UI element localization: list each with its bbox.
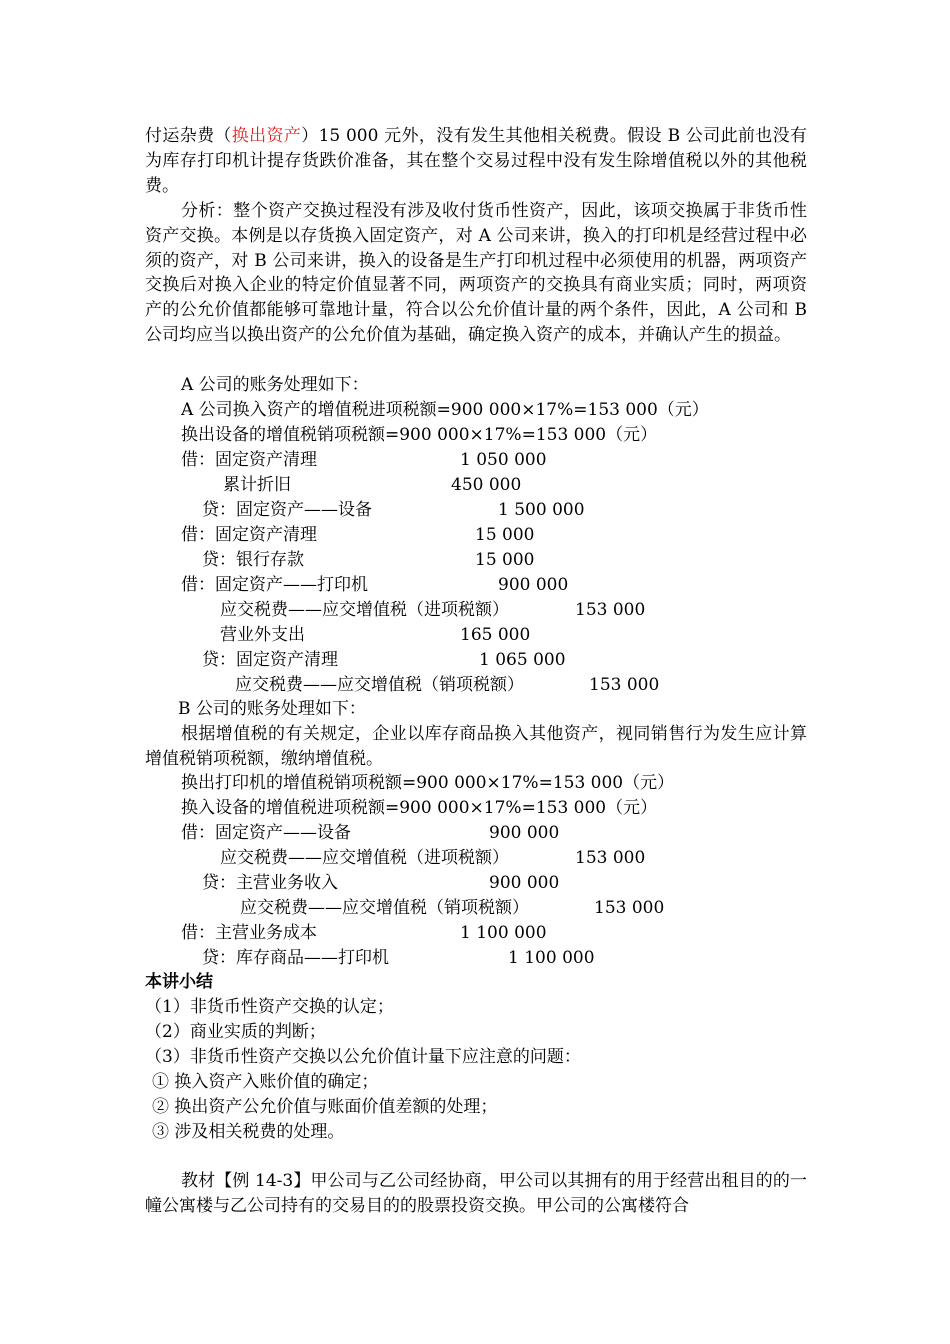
a-entry-text: 借：固定资产清理 bbox=[181, 450, 317, 470]
a-company-heading: A 公司的账务处理如下： bbox=[181, 375, 369, 395]
b-entry-amount: 900 000 bbox=[489, 873, 560, 893]
highlight-text: 换出资产 bbox=[231, 126, 302, 146]
a-entry-amount: 15 000 bbox=[475, 550, 535, 570]
a-entry-amount: 153 000 bbox=[575, 600, 646, 620]
a-entry-amount: 153 000 bbox=[589, 675, 660, 695]
a-calc-input-tax: A 公司换入资产的增值税进项税额=900 000×17%=153 000（元） bbox=[181, 400, 709, 420]
b-entry-amount: 1 100 000 bbox=[460, 923, 547, 943]
a-entry-amount: 900 000 bbox=[498, 575, 569, 595]
a-entry-text: 累计折旧 bbox=[223, 475, 291, 495]
b-entry-amount: 153 000 bbox=[594, 898, 665, 918]
b-calc-output-tax: 换出打印机的增值税销项税额=900 000×17%=153 000（元） bbox=[181, 773, 675, 793]
a-entry-amount: 450 000 bbox=[451, 475, 522, 495]
a-entry-text: 贷：固定资产清理 bbox=[202, 650, 338, 670]
a-calc-output-tax: 换出设备的增值税销项税额=900 000×17%=153 000（元） bbox=[181, 425, 658, 445]
intro-paragraph bbox=[145, 124, 807, 198]
example-paragraph bbox=[145, 1169, 807, 1219]
b-entry-text: 贷：库存商品——打印机 bbox=[202, 948, 389, 968]
summary-item: ③ 涉及相关税费的处理。 bbox=[152, 1122, 345, 1142]
b-entry-text: 借：固定资产——设备 bbox=[181, 823, 351, 843]
b-entry-text: 借：主营业务成本 bbox=[181, 923, 317, 943]
intro-prefix: 付运杂费（ bbox=[145, 126, 232, 146]
a-entry-amount: 165 000 bbox=[460, 625, 531, 645]
b-entry-amount: 900 000 bbox=[489, 823, 560, 843]
a-entry-amount: 1 050 000 bbox=[460, 450, 547, 470]
b-entry-text: 应交税费——应交增值税（进项税额） bbox=[220, 848, 509, 868]
a-entry-amount: 1 065 000 bbox=[479, 650, 566, 670]
b-rule-paragraph: 根据增值税的有关规定，企业以库存商品换入其他资产，视同销售行为发生应计算增值税销项税额，缴纳增值税。 bbox=[145, 724, 807, 769]
example-label: 【例 14-3】 bbox=[215, 1171, 311, 1191]
a-entry-amount: 15 000 bbox=[475, 525, 535, 545]
a-entry-text: 借：固定资产——打印机 bbox=[181, 575, 368, 595]
b-entry-text: 应交税费——应交增值税（销项税额） bbox=[240, 898, 529, 918]
b-entry-amount: 153 000 bbox=[575, 848, 646, 868]
b-entry-text: 贷：主营业务收入 bbox=[202, 873, 338, 893]
a-entry-text: 贷：固定资产——设备 bbox=[202, 500, 372, 520]
a-entry-text: 应交税费——应交增值税（进项税额） bbox=[220, 600, 509, 620]
a-entry-text: 借：固定资产清理 bbox=[181, 525, 317, 545]
summary-item: ② 换出资产公允价值与账面价值差额的处理； bbox=[152, 1097, 498, 1117]
summary-title: 本讲小结 bbox=[145, 972, 213, 992]
intro-suffix: ）15 000 元外，没有发生其他相关税费。假设 B 公司此前也没有为库存打印机计提存货跌价准备，其在整个交易过程中没有发生除增值税以外的其他税费。 bbox=[145, 126, 808, 196]
example-text: 甲公司与乙公司经协商，甲公司以其拥有的用于经营出租目的的一幢公寓楼与乙公司持有的交易目的的股票投资交换。甲公司的公寓楼符合 bbox=[145, 1171, 808, 1216]
summary-item: （3）非货币性资产交换以公允价值计量下应注意的问题： bbox=[145, 1047, 581, 1067]
summary-item: （2）商业实质的判断； bbox=[145, 1022, 326, 1042]
a-entry-text: 应交税费——应交增值税（销项税额） bbox=[235, 675, 524, 695]
a-entry-amount: 1 500 000 bbox=[498, 500, 585, 520]
b-company-heading: B 公司的账务处理如下： bbox=[178, 699, 366, 719]
summary-item: ① 换入资产入账价值的确定； bbox=[152, 1072, 379, 1092]
b-entry-amount: 1 100 000 bbox=[508, 948, 595, 968]
a-entry-text: 贷：银行存款 bbox=[202, 550, 304, 570]
example-prefix: 教材 bbox=[181, 1171, 216, 1191]
summary-item: （1）非货币性资产交换的认定； bbox=[145, 997, 394, 1017]
analysis-paragraph: 分析：整个资产交换过程没有涉及收付货币性资产，因此，该项交换属于非货币性资产交换。本例是以存货换入固定资产，对 A 公司来讲，换入的打印机是经营过程中必须的资产，对 B 公司来讲，换入的设备是生产打印机过程中必须使用的机器，两项资产交换后对换入企业的特定价值显著不同，两项资产的交换具有商业实质；同时，两项资产的公允价值都能够可靠地计量，符合以公允价值计量的两个条件，因此，A 公司和 B 公司均应当以换出资产的公允价值为基础，确定换入资产的成本，并确认产生的损益。 bbox=[145, 201, 807, 345]
b-calc-input-tax: 换入设备的增值税进项税额=900 000×17%=153 000（元） bbox=[181, 798, 658, 818]
a-entry-text: 营业外支出 bbox=[220, 625, 305, 645]
